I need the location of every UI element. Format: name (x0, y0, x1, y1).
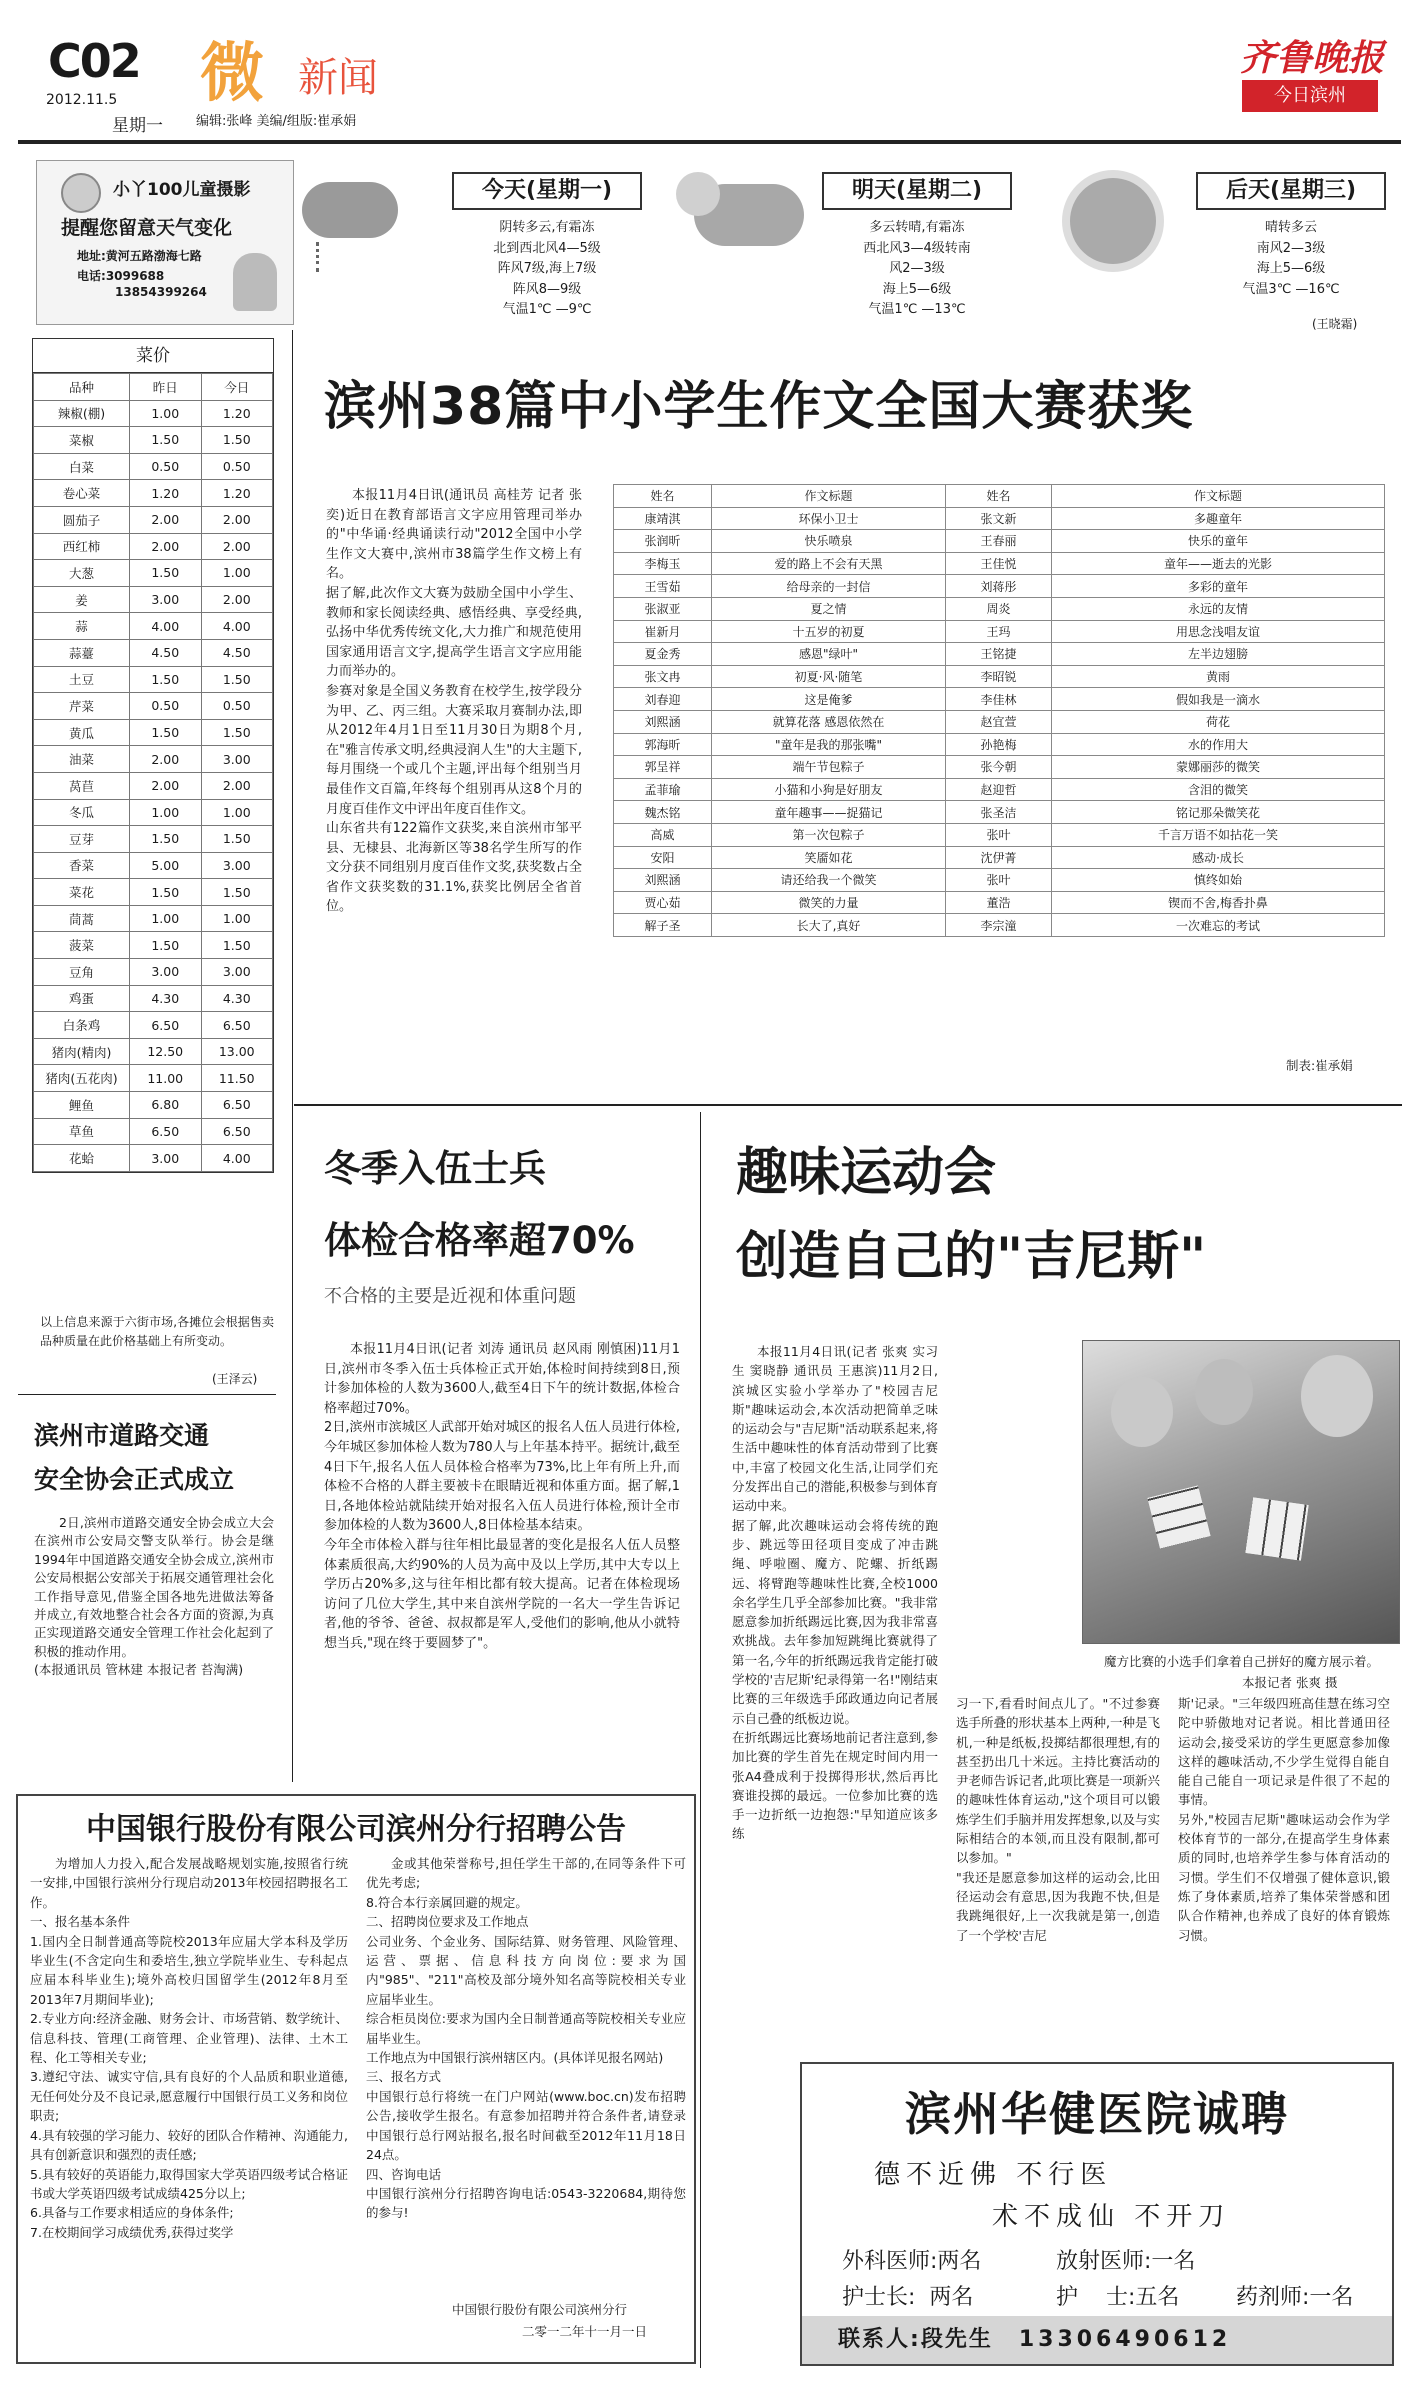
job-head-nurse: 护士长: 两名 (842, 2285, 974, 2310)
sun-mascot-icon (61, 173, 101, 213)
price-note: 以上信息来源于六街市场,各摊位会根据售卖品种质量在此价格基础上有所变动。 (40, 1315, 274, 1348)
weather-day-2-forecast: 多云转晴,有霜冻 西北风3—4级转南 风2—3级 海上5—6级 气温1℃ —13℃ (863, 220, 971, 317)
price-item: 白菜 (34, 453, 130, 480)
bank-signature: 中国银行股份有限公司滨州分行 (452, 2302, 628, 2317)
winner-name: 安阳 (614, 846, 712, 869)
traffic-body: 2日,滨州市道路交通安全协会成立大会在滨州市公安局交警支队举行。协会是继1994年中国道路交通安全协会成立,滨州市公安局根据公安部关于拓展交通管理社会化工作指导意见,借鉴全国各地先进做法筹备并成立,有效地整合社会各方面的资源,为真正实现道路交通安全管理工作社会化起到了积极的推动作用。 (本报通讯员 管林建 本报记者 苔淘满) (34, 1515, 274, 1678)
price-row (34, 453, 273, 480)
essay-title: 蒙娜丽莎的微笑 (1052, 756, 1385, 779)
price-row (34, 427, 273, 454)
hospital-contact (802, 2316, 1392, 2364)
contact-name: 段先生 (920, 2327, 993, 2352)
essay-headline: 滨州38篇中小学生作文全国大赛获奖 (324, 377, 1194, 437)
winner-name: 崔新月 (614, 620, 712, 643)
essay-title: 左半边翅膀 (1052, 643, 1385, 666)
price-yesterday: 2.00 (130, 772, 202, 799)
bank-title: 中国银行股份有限公司滨州分行招聘公告 (86, 1812, 626, 1847)
col-name-1: 姓名 (614, 485, 712, 508)
price-item: 大葱 (34, 560, 130, 587)
price-row (34, 639, 273, 666)
essay-title: 千言万语不如拈花一笑 (1052, 823, 1385, 846)
winner-name: 张叶 (946, 823, 1052, 846)
price-row (34, 1118, 273, 1145)
price-yesterday: 11.00 (130, 1065, 202, 1092)
price-item: 姜 (34, 586, 130, 613)
price-row (34, 879, 273, 906)
winner-row (614, 575, 1385, 598)
price-yesterday: 3.00 (130, 1145, 202, 1172)
price-today: 1.00 (201, 905, 273, 932)
winner-name: 张文新 (946, 507, 1052, 530)
price-item: 芹菜 (34, 693, 130, 720)
col-title-1: 作文标题 (712, 485, 946, 508)
issue-date: 2012.11.5 (46, 92, 118, 108)
essay-title: 夏之情 (712, 597, 946, 620)
essay-title: 请还给我一个微笑 (712, 869, 946, 892)
winner-row (614, 710, 1385, 733)
photo-child-face (1195, 1359, 1253, 1425)
header-rule (18, 140, 1401, 144)
price-item: 草鱼 (34, 1118, 130, 1145)
weather-day-3-label: 后天(星期三) (1196, 172, 1386, 210)
winner-row (614, 801, 1385, 824)
price-today: 3.00 (201, 746, 273, 773)
weather-day-1-forecast: 阴转多云,有霜冻 北到西北风4—5级 阵风7级,海上7级 阵风8—9级 气温1℃ —9℃ (493, 220, 601, 317)
winner-name: 张圣洁 (946, 801, 1052, 824)
price-today: 1.50 (201, 826, 273, 853)
winner-name: 夏金秀 (614, 643, 712, 666)
price-row (34, 533, 273, 560)
traffic-headline-1: 滨州市道路交通 (34, 1421, 210, 1450)
essay-title: 爱的路上不会有天黑 (712, 552, 946, 575)
price-row (34, 693, 273, 720)
price-today: 1.50 (201, 666, 273, 693)
col-name-2: 姓名 (946, 485, 1052, 508)
winner-name: 李宗潼 (946, 914, 1052, 937)
price-item: 卷心菜 (34, 480, 130, 507)
winner-row (614, 688, 1385, 711)
price-today: 1.20 (201, 480, 273, 507)
job-surgeon: 外科医师:两名 (842, 2249, 982, 2274)
ad-title: 小丫100儿童摄影 (113, 180, 251, 200)
price-today: 2.00 (201, 533, 273, 560)
hospital-recruitment-ad (800, 2062, 1394, 2366)
winner-name: 李梅玉 (614, 552, 712, 575)
price-row (34, 400, 273, 427)
price-yesterday: 2.00 (130, 533, 202, 560)
essay-title: 给母亲的一封信 (712, 575, 946, 598)
price-today: 0.50 (201, 693, 273, 720)
price-row (34, 1092, 273, 1119)
essay-title: 快乐喷泉 (712, 530, 946, 553)
essay-title: 端午节包粽子 (712, 756, 946, 779)
editor-credits: 编辑:张峰 美编/组版:崔承娟 (196, 114, 357, 129)
price-today: 2.00 (201, 586, 273, 613)
price-yesterday: 1.00 (130, 400, 202, 427)
sports-body-col2: 习一下,看看时间点儿了。"不过参赛选手所叠的形状基本上两种,一种是飞机,一种是纸板,投掷结都很理想,有的甚至扔出几十米远。主持比赛活动的尹老师告诉记者,此项比赛是一项新兴的趣味性体育运动,"这个项目可以锻炼学生们手脑并用发挥想象,以及与实际相结合的本领,而且没有限制,都可以参加。" "我还是愿意参加这样的运动会,比田径运动会有意思,因为我跑不快,但是我跳绳很好,上一次我就是第一,创造了一个学校'吉尼 (956, 1696, 1160, 1943)
newspaper-name: 齐鲁晚报 (1240, 37, 1385, 79)
enlist-body: 本报11月4日讯(记者 刘涛 通讯员 赵风雨 刚慎困)11月1日,滨州市冬季入伍士兵体检正式开始,体检时间持续到8日,预计参加体检的人数为3600人,截至4日下午的统计数据,体检合格率超过70%。 2日,滨州市滨城区人武部开始对城区的报名人伍人员进行体检,今年城区参加体检人数为780人与上年基本持平。据统计,截至4日下午,报名人伍人员体检合格率为73%,比上年有所上升,而体检不合格的人群主要被卡在眼睛近视和体重方面。据了解,1日,各地体检站就陆续开始对报名入伍人员进行体检,预计全市参加体检的人数为3600人,8日体检基本结束。 今年全市体检入群与往年相比最显著的变化是报名人伍人员整体素质很高,大约90%的人员为高中及以上学历,其中大专以上学历占20%多,这与往年相比都有较大提高。记者在体检现场访问了几位大学生,其中来自滨州学院的一名大一学生告诉记者,他的爷爷、爸爸、叔叔都是军人,受他们的影响,他从小就特想当兵,"现在终于要圆梦了"。 (324, 1342, 680, 1651)
winner-name: 赵迎哲 (946, 778, 1052, 801)
winner-row (614, 869, 1385, 892)
price-yesterday: 6.50 (130, 1118, 202, 1145)
price-yesterday: 1.50 (130, 560, 202, 587)
essay-title: 初夏·风·随笔 (712, 665, 946, 688)
price-row (34, 959, 273, 986)
price-row (34, 985, 273, 1012)
sun-behind-cloud-icon (676, 172, 720, 216)
sports-headline-2: 创造自己的"吉尼斯" (736, 1227, 1207, 1287)
price-item: 蒜薹 (34, 639, 130, 666)
essay-title: 假如我是一滴水 (1052, 688, 1385, 711)
price-table-title: 菜价 (33, 339, 273, 373)
winner-name: 董浩 (946, 891, 1052, 914)
ad-slogan: 提醒您留意天气变化 (61, 217, 233, 239)
price-yesterday: 1.50 (130, 826, 202, 853)
price-item: 西红柿 (34, 533, 130, 560)
price-row (34, 666, 273, 693)
winner-name: 王春丽 (946, 530, 1052, 553)
price-today: 1.50 (201, 427, 273, 454)
price-yesterday: 12.50 (130, 1038, 202, 1065)
photo-credit: 本报记者 张爽 摄 (1242, 1675, 1338, 1690)
price-yesterday: 2.00 (130, 506, 202, 533)
winner-name: 刘熙涵 (614, 869, 712, 892)
price-row (34, 719, 273, 746)
sports-body-col1: 本报11月4日讯(记者 张爽 实习生 窦晓静 通讯员 王惠滨)11月2日,滨城区实验小学举办了"校园吉尼斯"趣味运动会,本次活动把简单乏味的运动会与"吉尼斯"活动联系起来,将生活中趣味性的体育活动带到了比赛中,丰富了校园文化生活,让同学们充分发挥出自己的潜能,积极参与到体育运动中来。 据了解,此次趣味运动会将传统的跑步、跳远等田径项目变成了冲击跳绳、呼啦圈、魔方、陀螺、折纸踢远、将臂跑等趣味性比赛,全校1000余名学生几乎全部参加比赛。"我非常愿意参加折纸踢远比赛,因为我非常喜欢挑战。去年参加短跳绳比赛就得了第一名,今年的折纸踢远我肯定能打破学校的'吉尼斯'纪录得第一名!"刚结束比赛的三年级选手邱政通边向记者展示自己叠的纸板边说。 在折纸踢远比赛场地前记者注意到,参加比赛的学生首先在规定时间内用一张A4叠成利于投掷得形状,然后再比赛谁投掷的最远。一位参加比赛的选手一边折纸一边抱怨:"早知道应该多练 (732, 1344, 938, 1842)
price-item: 菜椒 (34, 427, 130, 454)
price-item: 猪肉(五花肉) (34, 1065, 130, 1092)
winner-row (614, 643, 1385, 666)
weather-day-3-forecast: 晴转多云 南风2—3级 海上5—6级 气温3℃ —16℃ (1242, 220, 1340, 297)
winner-name: 王佳悦 (946, 552, 1052, 575)
price-yesterday: 1.00 (130, 905, 202, 932)
price-item: 菠菜 (34, 932, 130, 959)
ad-phone-2: 13854399264 (115, 285, 207, 299)
hospital-title: 滨州华健医院诚聘 (905, 2087, 1289, 2141)
winner-name: 张叶 (946, 869, 1052, 892)
price-today: 1.00 (201, 799, 273, 826)
price-item: 土豆 (34, 666, 130, 693)
winner-row (614, 552, 1385, 575)
price-row (34, 799, 273, 826)
essay-title: 感动·成长 (1052, 846, 1385, 869)
weather-day-2-label: 明天(星期二) (822, 172, 1012, 210)
bank-body-col2: 金或其他荣誉称号,担任学生干部的,在同等条件下可优先考虑; 8.符合本行亲属回避的规定。 二、招聘岗位要求及工作地点 公司业务、个金业务、国际结算、财务管理、风险管理、运营、票据、信息科技方向岗位:要求为国内"985"、"211"高校及部分境外知名高等院校相关专业应届毕业生。 综合柜员岗位:要求为国内全日制普通高等院校相关专业应届毕业生。 工作地点为中国银行滨州辖区内。(具体详见报名网站) 三、报名方式 中国银行总行将统一在门户网站(www.boc.cn)发布招聘公告,接收学生报名。有意参加招聘并符合条件者,请登录中国银行总行网站报名,报名时间截至2012年11月18日24点。 四、咨询电话 中国银行滨州分行招聘咨询电话:0543-3220684,期待您的参与! (366, 1856, 686, 2221)
job-pharmacist: 药剂师:一名 (1236, 2285, 1354, 2310)
winner-name: 刘熙涵 (614, 710, 712, 733)
photo-caption: 魔方比赛的小选手们拿着自己拼好的魔方展示着。 (1104, 1654, 1380, 1669)
essay-title: "童年是我的那张嘴" (712, 733, 946, 756)
winner-name: 张今朝 (946, 756, 1052, 779)
price-yesterday: 6.80 (130, 1092, 202, 1119)
essay-title: 笑靥如花 (712, 846, 946, 869)
winner-row (614, 507, 1385, 530)
winner-row (614, 733, 1385, 756)
essay-title: 慎终如始 (1052, 869, 1385, 892)
winner-name: 沈伊菁 (946, 846, 1052, 869)
cloud-rain-icon (302, 182, 398, 238)
price-today: 3.00 (201, 959, 273, 986)
col-title-2: 作文标题 (1052, 485, 1385, 508)
price-row (34, 905, 273, 932)
price-today: 3.00 (201, 852, 273, 879)
traffic-headline-2: 安全协会正式成立 (34, 1465, 235, 1494)
essay-title: 多彩的童年 (1052, 575, 1385, 598)
price-row (34, 1065, 273, 1092)
price-yesterday: 6.50 (130, 1012, 202, 1039)
sports-body-col3: 斯'记录。"三年级四班高佳慧在练习空陀中骄傲地对记者说。相比普通田径运动会,接受采访的学生更愿意参加像这样的趣味活动,不少学生觉得自能自能自己能自一项记录是件很了不起的事情。 另外,"校园吉尼斯"趣味运动会作为学校体育节的一部分,在提高学生身体素质的同时,也培养学生参与体育活动的习惯。学生们不仅增强了健体意识,锻炼了身体素质,培养了集体荣誉感和团队合作精神,也养成了良好的体育锻炼习惯。 (1178, 1696, 1390, 1943)
kids-illustration-icon (233, 253, 277, 311)
col-today: 今日 (201, 374, 273, 401)
price-yesterday: 1.50 (130, 427, 202, 454)
winner-name: 赵宜萱 (946, 710, 1052, 733)
winner-name: 张润昕 (614, 530, 712, 553)
price-item: 黄瓜 (34, 719, 130, 746)
section-brand-suffix: 新闻 (298, 55, 378, 101)
weather-credit: (王晓霜) (1312, 317, 1358, 331)
photo-child-face (1111, 1377, 1173, 1447)
essay-title: 童年——逝去的光影 (1052, 552, 1385, 575)
winner-name: 张文冉 (614, 665, 712, 688)
essay-title: 这是俺爹 (712, 688, 946, 711)
essay-title: 一次难忘的考试 (1052, 914, 1385, 937)
price-today: 4.00 (201, 1145, 273, 1172)
price-today: 2.00 (201, 506, 273, 533)
price-today: 6.50 (201, 1118, 273, 1145)
price-today: 13.00 (201, 1038, 273, 1065)
job-nurse: 护 士:五名 (1056, 2285, 1180, 2310)
essay-title: 铭记那朵微笑花 (1052, 801, 1385, 824)
section-brand-logo: 微 (200, 37, 264, 111)
winner-name: 郭海昕 (614, 733, 712, 756)
essay-body: 本报11月4日讯(通讯员 高桂芳 记者 张奕)近日在教育部语言文字应用管理司举办的"中华诵·经典诵读行动"2012全国中小学生作文大赛中,滨州市38篇学生作文榜上有名。 据了解,此次作文大赛为鼓励全国中小学生、教师和家长阅读经典、感悟经典、享受经典,弘扬中华优秀传统文化,大力推广和规范使用国家通用语言文字,提高学生语言文字应用能力而举办的。 参赛对象是全国义务教育在校学生,按学段分为甲、乙、丙三组。大赛采取月赛制办法,即从2012年4月1日至11月30日为期8个月,在"雅言传承文明,经典浸润人生"的大主题下,每月围绕一个或几个主题,评出每个组别当月最佳作文百篇,年终每个组别再从这8个月的月度百佳作文中评出年度百佳作文。 山东省共有122篇作文获奖,来自滨州市邹平县、无棣县、北海新区等38名学生所写的作文分获不同组别月度百佳作文奖,获奖数占全省作文获奖数的31.1%,获奖比例居全省首位。 (326, 488, 582, 915)
price-today: 4.30 (201, 985, 273, 1012)
sports-headline-1: 趣味运动会 (736, 1143, 997, 1203)
essay-title: 永远的友情 (1052, 597, 1385, 620)
price-item: 油菜 (34, 746, 130, 773)
enlist-headline-1: 冬季入伍士兵 (324, 1147, 546, 1190)
price-row (34, 1145, 273, 1172)
price-item: 猪肉(精肉) (34, 1038, 130, 1065)
winner-row (614, 756, 1385, 779)
winner-row (614, 665, 1385, 688)
winner-row (614, 597, 1385, 620)
price-yesterday: 1.00 (130, 799, 202, 826)
price-today: 6.50 (201, 1012, 273, 1039)
winner-name: 康靖淇 (614, 507, 712, 530)
essay-title: 荷花 (1052, 710, 1385, 733)
winner-name: 孙艳梅 (946, 733, 1052, 756)
photo-studio-ad (36, 160, 294, 325)
price-row (34, 1038, 273, 1065)
essay-title: 环保小卫士 (712, 507, 946, 530)
vegetable-price-table (32, 338, 274, 1173)
price-yesterday: 1.50 (130, 932, 202, 959)
contact-phone: 13306490612 (1018, 2327, 1232, 2352)
winner-name: 贾心茹 (614, 891, 712, 914)
price-row (34, 560, 273, 587)
price-item: 香菜 (34, 852, 130, 879)
price-row (34, 1012, 273, 1039)
price-yesterday: 3.00 (130, 586, 202, 613)
winner-row (614, 778, 1385, 801)
essay-title: 十五岁的初夏 (712, 620, 946, 643)
hospital-motto-1: 德不近佛 不行医 (874, 2160, 1113, 2190)
price-yesterday: 1.50 (130, 719, 202, 746)
price-today: 1.20 (201, 400, 273, 427)
rubiks-cube (1245, 1497, 1308, 1560)
price-row (34, 932, 273, 959)
price-credit: (王泽云) (212, 1372, 258, 1386)
price-item: 冬瓜 (34, 799, 130, 826)
ad-address: 地址:黄河五路渤海七路 (77, 249, 202, 263)
winner-name: 李昭锐 (946, 665, 1052, 688)
winner-name: 王玛 (946, 620, 1052, 643)
winner-name: 王铭捷 (946, 643, 1052, 666)
enlist-headline-2: 体检合格率超70% (324, 1219, 635, 1262)
price-row (34, 506, 273, 533)
sun-icon (1070, 178, 1156, 264)
essay-title: 就算花落 感恩依然在 (712, 710, 946, 733)
winner-name: 郭呈祥 (614, 756, 712, 779)
price-item: 鸡蛋 (34, 985, 130, 1012)
issue-weekday: 星期一 (112, 116, 163, 136)
price-yesterday: 1.20 (130, 480, 202, 507)
price-yesterday: 3.00 (130, 959, 202, 986)
price-yesterday: 4.50 (130, 639, 202, 666)
price-yesterday: 4.00 (130, 613, 202, 640)
winner-name: 孟菲瑜 (614, 778, 712, 801)
price-today: 1.50 (201, 932, 273, 959)
price-item: 辣椒(棚) (34, 400, 130, 427)
winner-name: 张淑亚 (614, 597, 712, 620)
col-item: 品种 (34, 374, 130, 401)
price-yesterday: 1.50 (130, 879, 202, 906)
price-yesterday: 1.50 (130, 666, 202, 693)
price-today: 4.00 (201, 613, 273, 640)
price-row (34, 586, 273, 613)
price-today: 2.00 (201, 772, 273, 799)
rubiks-cube (1147, 1485, 1210, 1548)
winner-row (614, 891, 1385, 914)
rain-drops-icon (316, 242, 386, 272)
job-radiologist: 放射医师:一名 (1056, 2249, 1196, 2274)
essay-title: 微笑的力量 (712, 891, 946, 914)
price-item: 菜花 (34, 879, 130, 906)
essay-title: 长大了,真好 (712, 914, 946, 937)
essay-title: 多趣童年 (1052, 507, 1385, 530)
essay-table-credit: 制表:崔承娟 (1286, 1058, 1353, 1073)
col-yesterday: 昨日 (130, 374, 202, 401)
price-item: 圆茄子 (34, 506, 130, 533)
bank-body-col1: 为增加人力投入,配合发展战略规划实施,按照省行统一安排,中国银行滨州分行现启动2013年校园招聘报名工作。 一、报名基本条件 1.国内全日制普通高等院校2013年应届大学本科及学历毕业生(不含定向生和委培生,独立学院毕业生、专科起点应届本科毕业生);境外高校归国留学生(2012年8月至2013年7月期间毕业); 2.专业方向:经济金融、财务会计、市场营销、数学统计、信息科技、管理(工商管理、企业管理)、法律、土木工程、化工等相关专业; 3.遵纪守法、诚实守信,具有良好的个人品质和职业道德,无任何处分及不良记录,愿意履行中国银行员工义务和岗位职责; 4.具有较强的学习能力、较好的团队合作精神、沟通能力,具有创新意识和强烈的责任感; 5.具有较好的英语能力,取得国家大学英语四级考试合格证书或大学英语四级考试成绩425分以上; 6.具备与工作要求相适应的身体条件; 7.在校期间学习成绩优秀,获得过奖学 (30, 1856, 348, 2240)
price-item: 白条鸡 (34, 1012, 130, 1039)
price-item: 蒜 (34, 613, 130, 640)
essay-title: 第一次包粽子 (712, 823, 946, 846)
price-row (34, 746, 273, 773)
bank-sign-date: 二零一二年十一月一日 (522, 2324, 648, 2339)
winner-row (614, 914, 1385, 937)
price-item: 豆芽 (34, 826, 130, 853)
price-today: 11.50 (201, 1065, 273, 1092)
bank-recruitment-ad (16, 1794, 696, 2364)
essay-title: 小猫和小狗是好朋友 (712, 778, 946, 801)
award-winners-table (613, 484, 1385, 937)
price-item: 鲤鱼 (34, 1092, 130, 1119)
essay-title: 水的作用大 (1052, 733, 1385, 756)
price-item: 豆角 (34, 959, 130, 986)
essay-title: 黄雨 (1052, 665, 1385, 688)
winner-row (614, 846, 1385, 869)
price-today: 1.50 (201, 879, 273, 906)
price-today: 1.50 (201, 719, 273, 746)
winner-row (614, 823, 1385, 846)
ad-phone-1: 3099688 (105, 269, 165, 283)
price-row (34, 852, 273, 879)
price-item: 花蛤 (34, 1145, 130, 1172)
essay-title: 含泪的微笑 (1052, 778, 1385, 801)
price-yesterday: 0.50 (130, 453, 202, 480)
essay-title: 感恩"绿叶" (712, 643, 946, 666)
winner-name: 魏杰铭 (614, 801, 712, 824)
price-yesterday: 4.30 (130, 985, 202, 1012)
price-item: 莴苣 (34, 772, 130, 799)
price-today: 1.00 (201, 560, 273, 587)
winner-name: 刘春迎 (614, 688, 712, 711)
essay-title: 用思念浅唱友谊 (1052, 620, 1385, 643)
price-yesterday: 5.00 (130, 852, 202, 879)
essay-title: 快乐的童年 (1052, 530, 1385, 553)
ad-phone-label: 电话: (77, 269, 106, 283)
essay-title: 锲而不舍,梅香扑鼻 (1052, 891, 1385, 914)
weather-day-1-label: 今天(星期一) (452, 172, 642, 210)
photo-child-face (1301, 1355, 1373, 1437)
price-today: 6.50 (201, 1092, 273, 1119)
winner-name: 周炎 (946, 597, 1052, 620)
winner-name: 李佳林 (946, 688, 1052, 711)
winner-name: 解子圣 (614, 914, 712, 937)
price-today: 0.50 (201, 453, 273, 480)
winner-name: 王雪茹 (614, 575, 712, 598)
enlist-subheadline: 不合格的主要是近视和体重问题 (324, 1286, 576, 1307)
price-yesterday: 0.50 (130, 693, 202, 720)
winner-row (614, 620, 1385, 643)
winner-name: 刘蒋彤 (946, 575, 1052, 598)
price-row (34, 826, 273, 853)
winner-name: 高威 (614, 823, 712, 846)
price-row (34, 772, 273, 799)
winner-row (614, 530, 1385, 553)
price-today: 4.50 (201, 639, 273, 666)
rubiks-cube-kids-photo (1082, 1340, 1400, 1644)
price-yesterday: 2.00 (130, 746, 202, 773)
price-row (34, 480, 273, 507)
price-item: 茼蒿 (34, 905, 130, 932)
hospital-motto-2: 术不成仙 不开刀 (992, 2202, 1231, 2232)
section-name: 今日滨州 (1242, 80, 1378, 112)
contact-label: 联系人: (838, 2327, 921, 2352)
price-row (34, 613, 273, 640)
page-code: C02 (48, 34, 140, 88)
essay-title: 童年趣事——捉猫记 (712, 801, 946, 824)
